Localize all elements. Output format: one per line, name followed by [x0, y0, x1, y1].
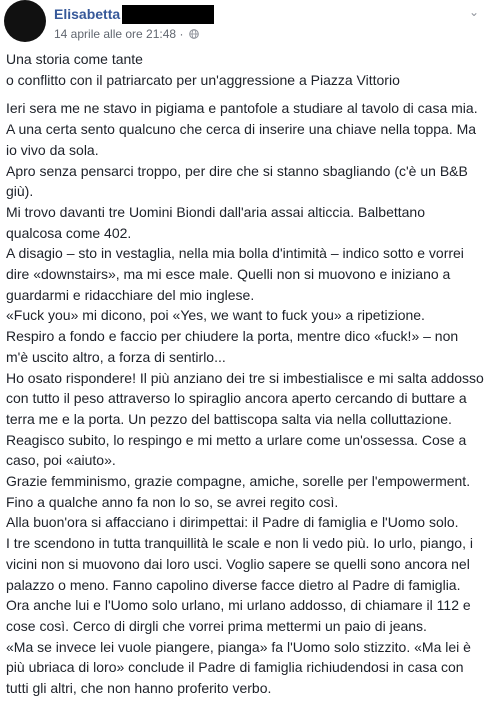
- post-header: [0, 0, 491, 50]
- post-paragraph: Mi trovo davanti tre Uomini Biondi dall'aria assai alticcia. Balbettano qualcosa come 402.: [6, 203, 425, 241]
- post-paragraph: «Ma se invece lei vuole piangere, pianga» fa l'Uomo solo stizzito. «Ma lei è più ubriaca di loro» conclude il Padre di famiglia richiudendosi in casa con tutti gli altri, che non hanno proferito verbo.: [6, 638, 471, 697]
- post-title-line: Una storia come tante: [6, 51, 143, 67]
- author-row: [54, 4, 214, 24]
- redaction-bar: [122, 5, 214, 24]
- post-body: [6, 49, 484, 699]
- meta-separator: ·: [179, 27, 184, 41]
- post-paragraph: I tre scendono in tutta tranquillità le scale e non li vedo più. Io urlo, piango, i vicini non si muovono dai loro usci. Voglio sapere se quelli sono ancora nel palazzo o meno. Fanno capolino diverse facce dietro al Padre di famiglia. Ora anche lui e l'Uomo solo urlano, mi urlano addosso, di chiamare il 112 e cose così. Cerco di dirgli che vorrei prima mettermi un paio di jeans.: [6, 535, 473, 634]
- post-paragraph: «Fuck you» mi dicono, poi «Yes, we want to fuck you» a ripetizione.: [6, 307, 425, 324]
- post-paragraph: Grazie femminismo, grazie compagne, amiche, sorelle per l'empowerment. Fino a qualche anno fa non lo so, se avrei regito così.: [6, 473, 471, 510]
- post-meta: [54, 26, 199, 42]
- post-paragraph: Respiro a fondo e faccio per chiudere la porta, mentre dico «fuck!» – non m'è uscito altro, a forza di sentirlo...: [6, 328, 459, 365]
- globe-icon[interactable]: [189, 29, 199, 39]
- chevron-down-icon[interactable]: ⌄: [468, 5, 479, 19]
- author-name[interactable]: Elisabetta: [54, 6, 121, 22]
- post-timestamp[interactable]: 14 aprile alle ore 21:48: [54, 27, 177, 41]
- post-paragraph: Ieri sera me ne stavo in pigiama e pantofole a studiare al tavolo di casa mia.: [6, 100, 478, 117]
- post-title-line: o conflitto con il patriarcato per un'aggressione a Piazza Vittorio: [6, 71, 400, 88]
- avatar[interactable]: [4, 0, 46, 42]
- post-paragraph: Apro senza pensarci troppo, per dire che si stanno sbagliando (c'è un B&B giù).: [6, 162, 468, 200]
- post-paragraph: Ho osato rispondere! Il più anziano dei tre si imbestialisce e mi salta addosso con tutto il peso attraverso lo spiraglio ancora aperto cercando di buttare a terra me e la porta. Un pezzo del battiscopa salta via nella colluttazione. Reagisco subito, lo respingo e mi metto a urlare come un'ossessa. Cose a caso, poi «aiuto».: [6, 369, 484, 469]
- post-paragraph: A disagio – sto in vestaglia, nella mia bolla d'intimità – indico sotto e vorrei dire «downstairs», ma mi esce male. Quelli non si muovono e iniziano a guardarmi e ridacchiare del mio inglese.: [6, 245, 464, 303]
- post-paragraph: A una certa sento qualcuno che cerca di inserire una chiave nella toppa. Ma io vivo da sola.: [6, 121, 477, 158]
- post-paragraph: Alla buon'ora si affacciano i dirimpettai: il Padre di famiglia e l'Uomo solo.: [6, 514, 459, 531]
